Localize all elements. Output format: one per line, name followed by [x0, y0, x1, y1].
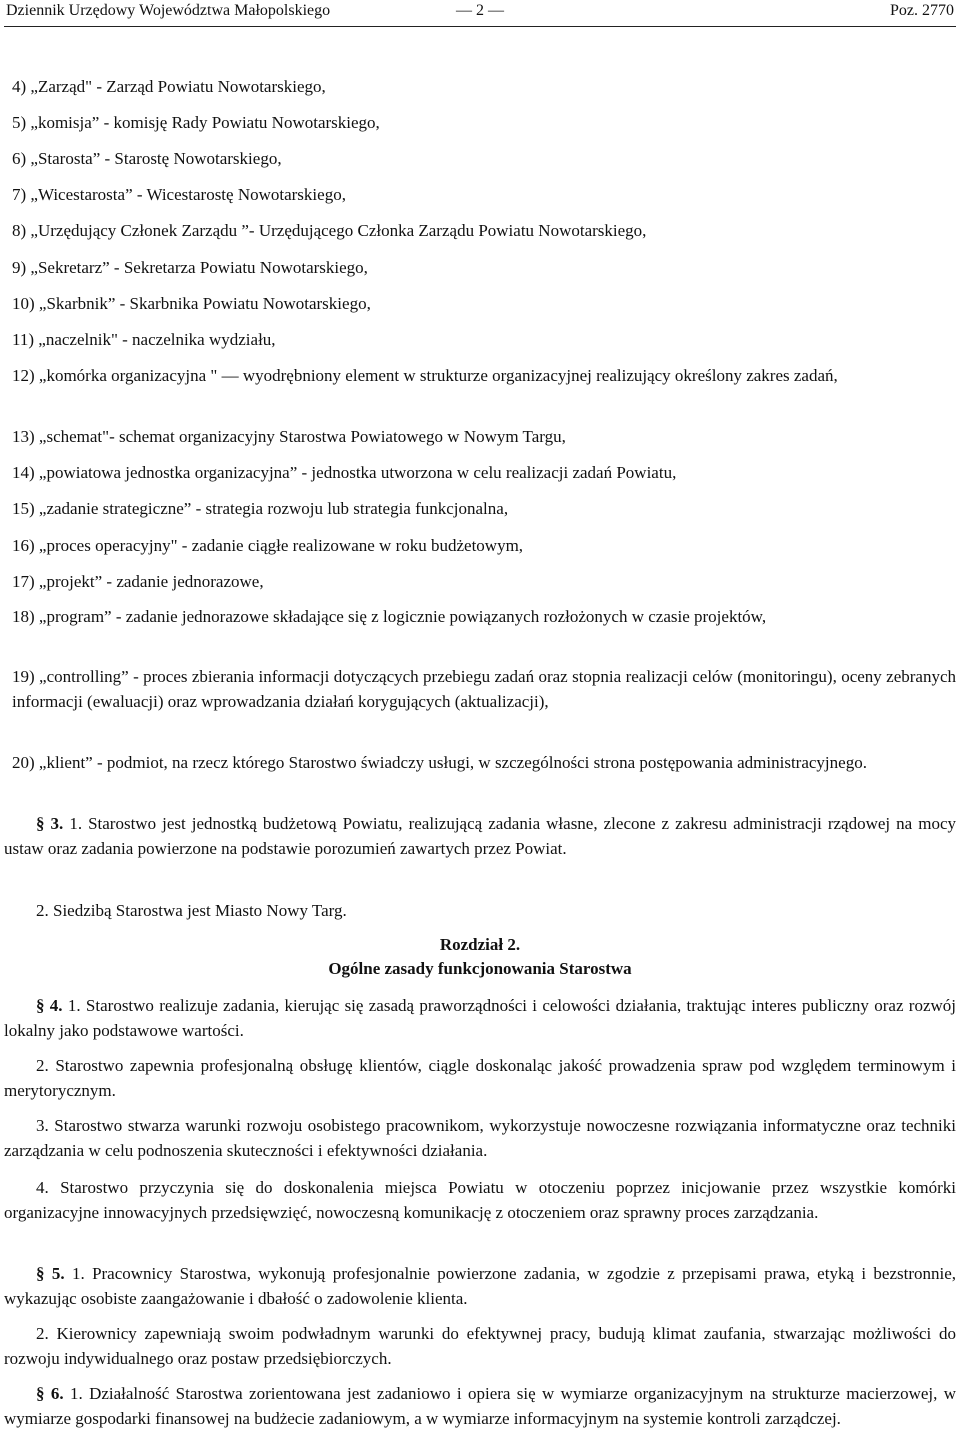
position-number: Poz. 2770 — [890, 2, 954, 19]
section-6-paragraph-1: § 6. 1. Działalność Starostwa zorientowana jest zadaniowo i opiera się w wymiarze organizacyjnym na strukturze macierzowej, w wymiarze gospodarki finansowej na budżecie zadaniowym, a w wymiarze informacyjnym na systemie kontroli zarządczej. — [4, 1384, 957, 1428]
definition-item: 7) „Wicestarosta” - Wicestarostę Nowotarskiego, — [12, 185, 346, 204]
chapter-title: Ogólne zasady funkcjonowania Starostwa — [328, 959, 632, 978]
definition-item: 13) „schemat"- schemat organizacyjny Starostwa Powiatowego w Nowym Targu, — [12, 427, 566, 446]
section-mark: § 6. — [36, 1384, 64, 1403]
page-number: — 2 — — [456, 2, 504, 19]
page-header — [4, 0, 956, 27]
section-3-paragraph-1: § 3. 1. Starostwo jest jednostką budżetową Powiatu, realizującą zadania własne, zlecone z zakresu administracji rządowej na mocy ustaw oraz zadania powierzone na podstawie porozumień zawartych przez Powiat. — [4, 814, 957, 858]
chapter-number: Rozdział 2. — [439, 935, 521, 954]
definition-item: 8) „Urzędujący Członek Zarządu ”- Urzędującego Członka Zarządu Powiatu Nowotarskiego, — [12, 221, 647, 240]
definition-item: 10) „Skarbnik” - Skarbnika Powiatu Nowotarskiego, — [12, 294, 371, 313]
section-4-paragraph-2: 2. Starostwo zapewnia profesjonalną obsługę klientów, ciągle doskonaląc jakość prowadzenia spraw pod względem terminowym i merytorycznym. — [4, 1056, 956, 1100]
section-4-paragraph-1: § 4. 1. Starostwo realizuje zadania, kierując się zasadą praworządności i celowości działania, traktując interes publiczny oraz rozwój lokalny jako podstawowe wartości. — [4, 996, 957, 1040]
section-mark: § 4. — [36, 996, 63, 1015]
definition-item: 16) „proces operacyjny" - zadanie ciągłe realizowane w roku budżetowym, — [12, 536, 524, 555]
definition-item: 11) „naczelnik" - naczelnika wydziału, — [12, 330, 276, 349]
section-5-paragraph-1: § 5. 1. Pracownicy Starostwa, wykonują profesjonalnie powierzone zadania, w zgodzie z przepisami prawa, etyką i bezstronnie, wykazując osobiste zaangażowanie i dbałość o zadowolenie klienta. — [4, 1264, 957, 1308]
definition-item: 12) „komórka organizacyjna " — wyodrębniony element w strukturze organizacyjnej realizujący określony zakres zadań, — [12, 366, 838, 385]
definition-item: 19) „controlling” - proces zbierania informacji dotyczących przebiegu zadań oraz stopnia realizacji celów (monitoringu), oceny zebranych informacji (ewaluacji) oraz wprowadzania działań korygujących (aktualizacji), — [12, 667, 956, 711]
section-5-paragraph-2: 2. Kierownicy zapewniają swoim podwładnym warunki do efektywnej pracy, budują klimat zaufania, stwarzając możliwości do rozwoju indywidualnego oraz postaw przedsiębiorczych. — [4, 1324, 956, 1368]
definition-item: 18) „program” - zadanie jednorazowe składające się z logicznie powiązanych rozłożonych w czasie projektów, — [12, 607, 767, 626]
definition-item: 5) „komisja” - komisję Rady Powiatu Nowotarskiego, — [12, 113, 380, 132]
section-4-paragraph-4: 4. Starostwo przyczynia się do doskonalenia miejsca Powiatu w otoczeniu poprzez inicjowanie przez wszystkie komórki organizacyjne innowacyjnych przedsięwzięć, nowoczesną komunikację z otoczeniem oraz sprawny proces zarządzania. — [4, 1178, 956, 1222]
journal-title: Dziennik Urzędowy Województwa Małopolskiego — [6, 2, 331, 19]
definition-item: 4) „Zarząd" - Zarząd Powiatu Nowotarskiego, — [12, 77, 326, 96]
definition-item: 14) „powiatowa jednostka organizacyjna” - jednostka utworzona w celu realizacji zadań Powiatu, — [12, 463, 677, 482]
definition-item: 17) „projekt” - zadanie jednorazowe, — [12, 572, 264, 591]
section-4-paragraph-3: 3. Starostwo stwarza warunki rozwoju osobistego pracownikom, wykorzystuje nowoczesne rozwiązania informatyczne oraz techniki zarządzania w celu podnoszenia skuteczności i efektywności działania. — [4, 1116, 956, 1160]
section-mark: § 3. — [36, 814, 64, 833]
definition-item: 15) „zadanie strategiczne” - strategia rozwoju lub strategia funkcjonalna, — [12, 499, 509, 518]
definition-item: 9) „Sekretarz” - Sekretarza Powiatu Nowotarskiego, — [12, 258, 368, 277]
definition-item: 6) „Starosta” - Starostę Nowotarskiego, — [12, 149, 282, 168]
definition-item: 20) „klient” - podmiot, na rzecz którego Starostwo świadczy usługi, w szczególności strona postępowania administracyjnego. — [12, 753, 867, 772]
section-mark: § 5. — [36, 1264, 65, 1283]
section-3-paragraph-2: 2. Siedzibą Starostwa jest Miasto Nowy Targ. — [36, 901, 347, 920]
